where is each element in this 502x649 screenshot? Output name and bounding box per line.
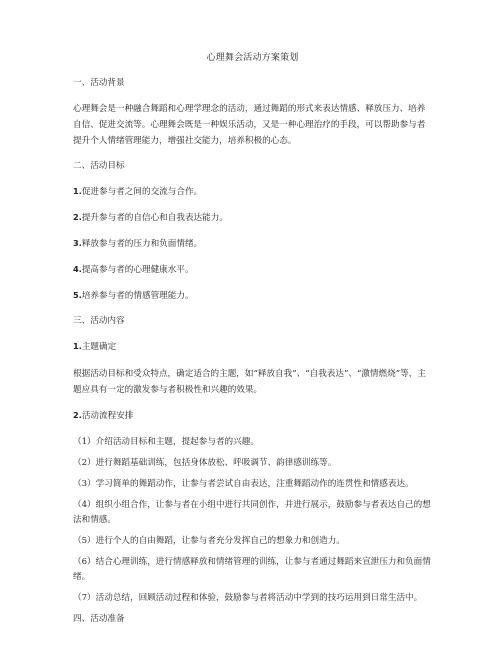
goal-number: 3. (73, 238, 82, 248)
section-heading-content: 三、活动内容 (73, 316, 125, 326)
document-title: 心理舞会活动方案策划 (206, 53, 299, 63)
subheading-text: 活动流程安排 (81, 411, 134, 421)
schedule-step: （1）介绍活动目标和主题，提起参与者的兴趣。 (73, 437, 259, 447)
goal-item (73, 262, 432, 277)
goal-text: 培养参与者的情感管理能力。 (81, 291, 194, 301)
goal-item (73, 288, 432, 303)
goal-text: 提高参与者的心理健康水平。 (81, 265, 194, 275)
goal-item (73, 210, 432, 225)
theme-paragraph: 根据活动目标和受众特点，确定适合的主题，如“释放自我”、“自我表达”、“激情燃烧”等，主题应具有一定的激发参与者积极性和兴趣的效果。 (73, 369, 426, 395)
goal-number: 4. (73, 264, 82, 274)
section-heading-preparation: 四、活动准备 (73, 614, 125, 624)
goal-text: 释放参与者的压力和负面情绪。 (81, 239, 203, 249)
subheading-schedule (73, 408, 432, 423)
subheading-number: 2. (73, 410, 82, 420)
subheading-text: 主题确定 (81, 342, 117, 352)
schedule-step: （7）活动总结，回顾活动过程和体验，鼓励参与者将活动中学到的技巧运用到日常生活中。 (73, 593, 423, 603)
goal-item (73, 184, 432, 199)
goal-number: 2. (73, 212, 82, 222)
subheading-number: 1. (73, 341, 82, 351)
subheading-theme (73, 339, 432, 354)
schedule-step: （3）学习简单的舞蹈动作，让参与者尝试自由表达，注重舞蹈动作的连贯性和情感表达。 (73, 479, 414, 489)
schedule-step: （4）组织小组合作，让参与者在小组中进行共同创作，并进行展示，鼓励参与者表达自己的想法和情感。 (73, 500, 431, 525)
goal-item (73, 236, 432, 251)
section-heading-background: 一、活动背景 (73, 78, 125, 88)
goal-text: 提升参与者的自信心和自我表达能力。 (81, 213, 228, 223)
goal-number: 5. (73, 290, 82, 300)
section-heading-goals: 二、活动目标 (73, 161, 125, 171)
schedule-step: （6）结合心理训练，进行情感释放和情绪管理的训练，让参与者通过舞蹈来宣泄压力和负面情绪。 (73, 557, 431, 582)
background-paragraph: 心理舞会是一种融合舞蹈和心理学理念的活动，通过舞蹈的形式来表达情感、释放压力、培养自信、促进交流等。心理舞会既是一种娱乐活动，又是一种心理治疗的手段，可以帮助参与者提升个人情绪管理能力，增强社交能力，培养积极的心态。 (73, 104, 426, 146)
goal-text: 促进参与者之间的交流与合作。 (81, 187, 203, 197)
goal-number: 1. (73, 186, 82, 196)
schedule-step: （5）进行个人的自由舞蹈，让参与者充分发挥自己的想象力和创造力。 (73, 536, 345, 546)
schedule-step: （2）进行舞蹈基础训练，包括身体放松、呼吸调节、韵律感训练等。 (73, 458, 337, 468)
